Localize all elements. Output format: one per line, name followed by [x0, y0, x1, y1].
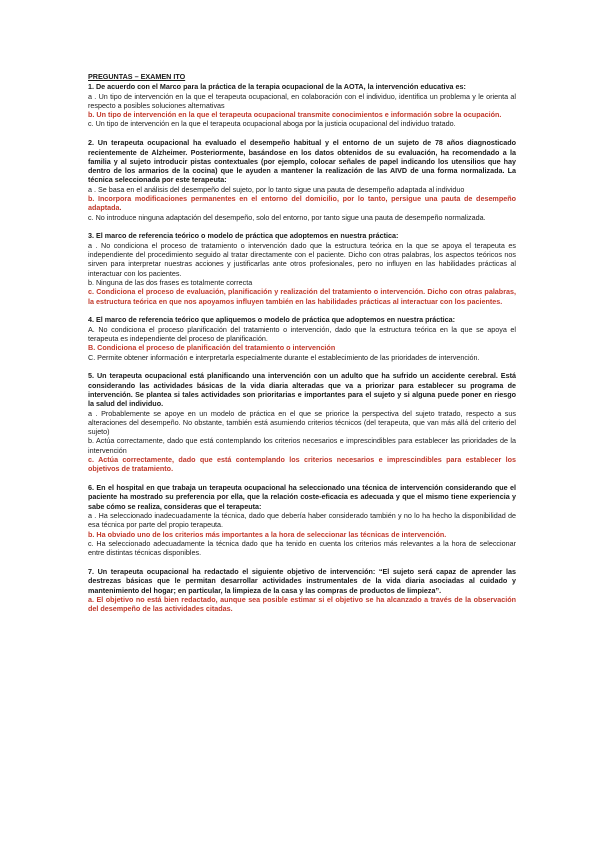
question-stem: 1. De acuerdo con el Marco para la práctica de la terapia ocupacional de la AOTA, la intervención educativa es: [88, 82, 466, 92]
question-block [88, 231, 516, 305]
question-stem: 4. El marco de referencia teórico que apliquemos o modelo de práctica que adoptemos en nuestra práctica: [88, 315, 456, 325]
answer-option-correct: B. Condiciona el proceso de planificación del tratamiento o intervención [88, 343, 336, 353]
question-block [88, 138, 516, 222]
answer-option: c. Un tipo de intervención en la que el terapeuta ocupacional aboga por la justicia ocupacional del individuo tratado. [88, 119, 456, 129]
question-stem: 6. En el hospital en que trabaja un terapeuta ocupacional ha seleccionado una técnica de intervención considerando que el paciente ha mostrado su preferencia por ella, que la relación coste-eficacia es adecuada y que el mismo tiene experiencia y sabe cómo se realiza, consideras que el terapeuta: [88, 483, 516, 511]
answer-option: a . Ha seleccionado inadecuadamente la técnica, dado que debería haber considerado también y no lo ha hecho la disponibilidad de esa técnica por parte del propio terapeuta. [88, 510, 516, 530]
question-stem: 2. Un terapeuta ocupacional ha evaluado el desempeño habitual y el entorno de un sujeto de 78 años diagnosticado recientemente de Alzheimer. Posteriormente, basándose en los datos obtenidos de su evaluación, ha recomendado a la familia y al sujeto introducir pistas contextuales (por ejemplo, colocar señales de papel indicando los utensilios que hay dentro de los armarios de la cocina) que le ayuden a mantener la realización de las AIVD de una forma normalizada. La técnica seleccionada por este terapeuta: [88, 138, 516, 185]
answer-option-correct: b. Incorpora modificaciones permanentes en el entorno del domicilio, por lo tanto, persigue una pauta de desempeño adaptada. [88, 194, 516, 213]
answer-option: C. Permite obtener información e interpretarla especialmente durante el establecimiento de las prioridades de intervención. [88, 352, 480, 362]
answer-option: A. No condiciona el proceso planificación del tratamiento o intervención, dado que la estructura teórica en la que se apoya el terapeuta es independiente del proceso de planificación. [88, 324, 516, 343]
question-stem: 7. Un terapeuta ocupacional ha redactado el siguiente objetivo de intervención: “El sujeto será capaz de aprender las destrezas básicas que le permitan desarrollar actividades instrumentales de la vida diaria asociadas al cuidado y mantenimiento del hogar; en particular, la limpieza de la casa y las compras de productos de limpieza”. [88, 566, 516, 595]
question-block [88, 483, 516, 557]
question-block [88, 315, 516, 361]
answer-option: a . Un tipo de intervención en la que el terapeuta ocupacional, en colaboración con el individuo, identifica un problema y le orienta al respecto a posibles soluciones alternativas [88, 91, 516, 110]
question-stem: 3. El marco de referencia teórico o modelo de práctica que adoptemos en nuestra práctica: [88, 231, 399, 241]
answer-option: b. Actúa correctamente, dado que está contemplando los criterios necesarios e imprescindibles para establecer las prioridades de la intervención [88, 436, 516, 455]
answer-option-correct: a. El objetivo no está bien redactado, aunque sea posible estimar si el objetivo se ha alcanzado a través de la observación del desempeño de las actividades citadas. [88, 594, 516, 614]
answer-option: c. No introduce ninguna adaptación del desempeño, solo del entorno, por tanto sigue una pauta de desempeño normalizada. [88, 212, 486, 222]
answer-option: b. Ninguna de las dos frases es totalmente correcta [88, 277, 253, 287]
answer-option: a . Se basa en el análisis del desempeño del sujeto, por lo tanto sigue una pauta de desempeño adaptada al individuo [88, 184, 465, 194]
document-page [88, 72, 516, 613]
answer-option: c. Ha seleccionado adecuadamente la técnica dado que ha tenido en cuenta los criterios más relevantes a la hora de seleccionar entre distintas técnicas disponibles. [88, 538, 516, 558]
question-block [88, 82, 516, 128]
answer-option-correct: c. Actúa correctamente, dado que está contemplando los criterios necesarios e imprescindibles para establecer los objetivos de tratamiento. [88, 454, 516, 474]
answer-option-correct: c. Condiciona el proceso de evaluación, planificación y realización del tratamiento o intervención. Dicho con otras palabras, la estructura teórica en que nos apoyamos influyen también en las habilidades prácticas al interactuar con los pacientes. [88, 287, 516, 306]
answer-option: a . Probablemente se apoye en un modelo de práctica en el que se priorice la perspectiva del sujeto tratado, respecto a sus alteraciones del desempeño. No obstante, también está asumiendo criterios técnicos (del terapeuta, que van más allá del criterio del sujeto) [88, 408, 516, 437]
question-block [88, 371, 516, 473]
answer-option: a . No condiciona el proceso de tratamiento o intervención dado que la estructura teórica en la que se apoya el terapeuta es independiente del procedimiento seguido al tratar directamente con el paciente. Dicho con otras palabras, los aspectos teóricos nos sirven para interpretar nuestras acciones y justificarlas ante otros profesionales, pero no influyen en las habilidades prácticas al interactuar con los pacientes. [88, 240, 516, 278]
question-list [88, 82, 516, 613]
answer-option-correct: b. Un tipo de intervención en la que el terapeuta ocupacional transmite conocimientos e información sobre la ocupación. [88, 110, 502, 120]
answer-option-correct: b. Ha obviado uno de los criterios más importantes a la hora de seleccionar las técnicas de intervención. [88, 529, 447, 539]
question-stem: 5. Un terapeuta ocupacional está planificando una intervención con un adulto que ha sufrido un accidente cerebral. Está considerando las actividades básicas de la vida diaria alteradas que va a priorizar para establecer su programa de intervención. Se plantea si tales actividades son prioritarias e importantes para el sujeto y si alguna puede poner en riesgo la salud del individuo. [88, 371, 516, 409]
document-title: PREGUNTAS – EXAMEN ITO [88, 72, 186, 81]
question-block [88, 567, 516, 613]
